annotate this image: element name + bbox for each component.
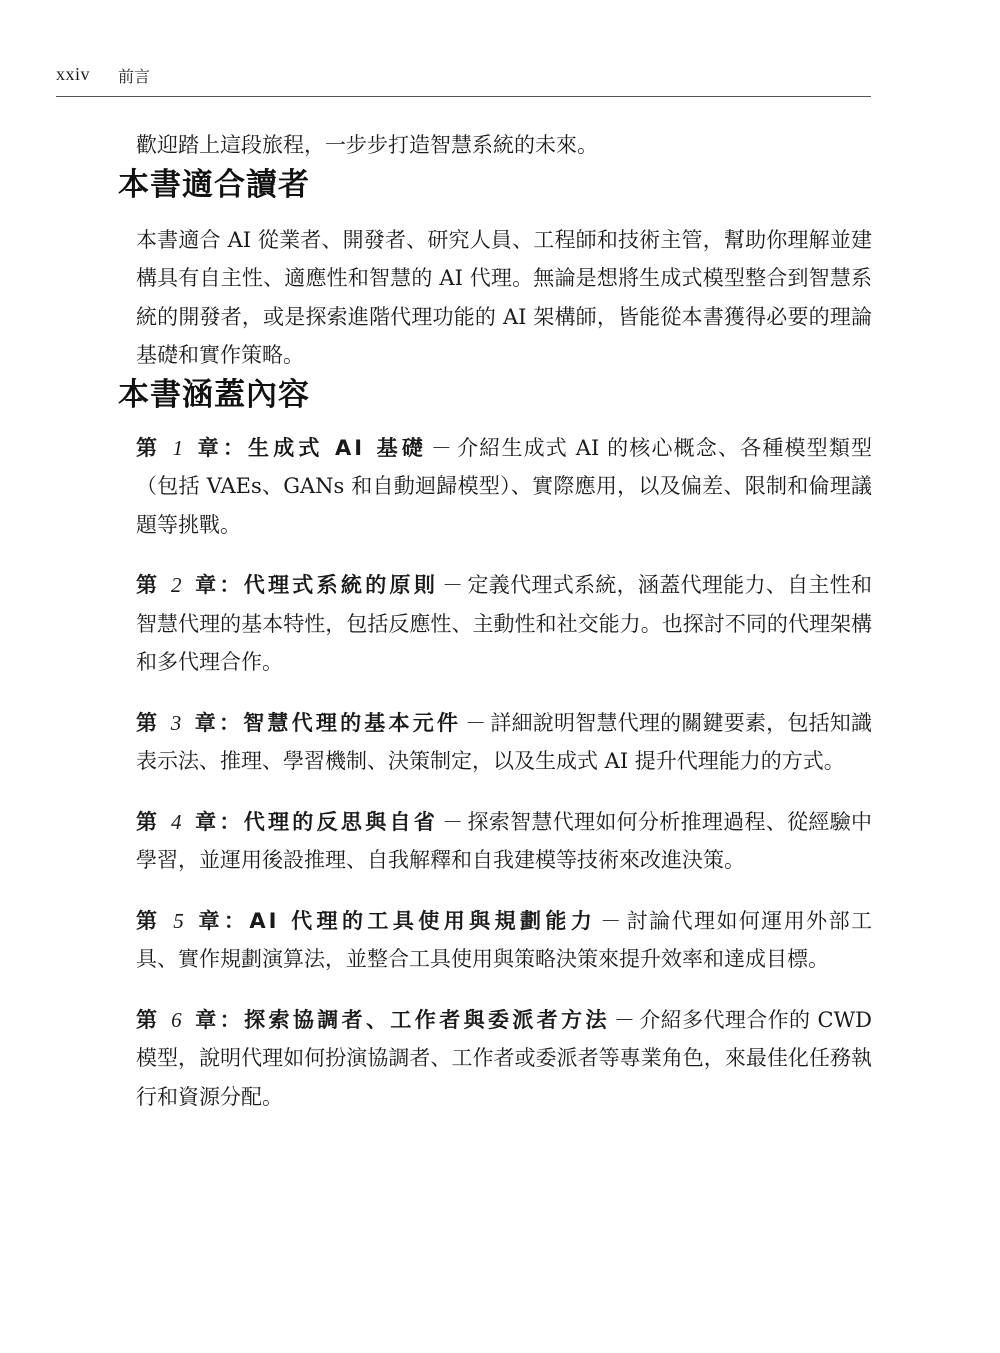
chapter-prefix: 第 (136, 573, 161, 597)
chapter-title: 代理式系統的原則 (243, 573, 439, 597)
chapter-title: 探索協調者、工作者與委派者方法 (244, 1007, 610, 1032)
chapter-dash: － (600, 908, 622, 933)
chapter-item (118, 803, 872, 880)
chapter-heading (136, 436, 427, 460)
chapter-dash: － (442, 809, 464, 834)
chapter-number: 4 (170, 809, 185, 834)
chapter-prefix: 第 (136, 435, 162, 460)
page-body (118, 126, 872, 1116)
chapter-prefix: 第 (136, 809, 161, 834)
chapter-suffix: 章： (195, 809, 244, 834)
chapter-heading (136, 1008, 610, 1032)
chapter-number: 2 (170, 573, 185, 597)
chapter-prefix: 第 (136, 908, 162, 933)
chapter-item (118, 429, 872, 545)
page-number: xxiv (56, 64, 91, 84)
chapter-suffix: 章： (197, 435, 249, 460)
chapter-heading (136, 573, 438, 597)
chapter-dash: － (430, 435, 452, 460)
chapter-number: 1 (172, 435, 187, 460)
chapter-heading (136, 810, 438, 834)
chapter-dash: － (442, 573, 464, 597)
chapter-prefix: 第 (136, 1007, 161, 1032)
chapter-suffix: 章： (198, 908, 250, 933)
chapter-suffix: 章： (195, 1007, 245, 1032)
chapter-dash: － (613, 1007, 635, 1032)
chapter-title: 智慧代理的基本元件 (243, 710, 462, 735)
chapter-title: AI 代理的工具使用與規劃能力 (249, 908, 597, 933)
chapter-description: 探索智慧代理如何分析推理過程、從經驗中學習，並運用後設推理、自我解釋和自我建模等技術來改進決策。 (136, 809, 873, 872)
chapter-description: 詳細說明智慧代理的關鍵要素，包括知識表示法、推理、學習機制、決策制定，以及生成式 AI 提升代理能力的方式。 (136, 710, 873, 773)
audience-paragraph: 本書適合 AI 從業者、開發者、研究人員、工程師和技術主管，幫助你理解並建構具有自主性、適應性和智慧的 AI 代理。無論是想將生成式模型整合到智慧系統的開發者，或是探索進階代理功能的 AI 架構師，皆能從本書獲得必要的理論基礎和實作策略。 (136, 227, 872, 367)
running-header (56, 62, 871, 97)
section-heading-audience: 本書適合讀者 (118, 166, 310, 203)
intro-paragraph: 歡迎踏上這段旅程，一步步打造智慧系統的未來。 (136, 133, 598, 157)
chapter-item (118, 566, 872, 682)
chapter-description: 討論代理如何運用外部工具、實作規劃演算法，並整合工具使用與策略決策來提升效率和達成目標。 (136, 908, 873, 971)
chapter-list (118, 429, 872, 1117)
chapter-dash: － (465, 710, 487, 735)
chapter-number: 5 (173, 908, 187, 933)
running-title: 前言 (118, 67, 151, 86)
chapter-description: 介紹多代理合作的 CWD 模型，說明代理如何扮演協調者、工作者或委派者等專業角色，來最佳化任務執行和資源分配。 (136, 1007, 873, 1109)
chapter-heading (136, 909, 596, 933)
chapter-suffix: 章： (194, 710, 244, 735)
section-heading-contents: 本書涵蓋內容 (118, 376, 310, 413)
chapter-suffix: 章： (195, 573, 244, 597)
chapter-item (118, 704, 872, 781)
chapter-number: 6 (171, 1007, 185, 1032)
chapter-description: 定義代理式系統，涵蓋代理能力、自主性和智慧代理的基本特性，包括反應性、主動性和社交能力。也探討不同的代理架構和多代理合作。 (136, 573, 873, 674)
chapter-number: 3 (170, 710, 185, 735)
chapter-heading (136, 711, 461, 735)
chapter-item (118, 1001, 872, 1117)
chapter-title: 代理的反思與自省 (243, 809, 439, 834)
chapter-prefix: 第 (136, 710, 161, 735)
chapter-description: 介紹生成式 AI 的核心概念、各種模型類型（包括 VAEs、GANs 和自動迴歸模型）、實際應用，以及偏差、限制和倫理議題等挑戰。 (136, 435, 873, 537)
chapter-item (118, 902, 872, 979)
chapter-title: 生成式 AI 基礎 (248, 435, 427, 460)
